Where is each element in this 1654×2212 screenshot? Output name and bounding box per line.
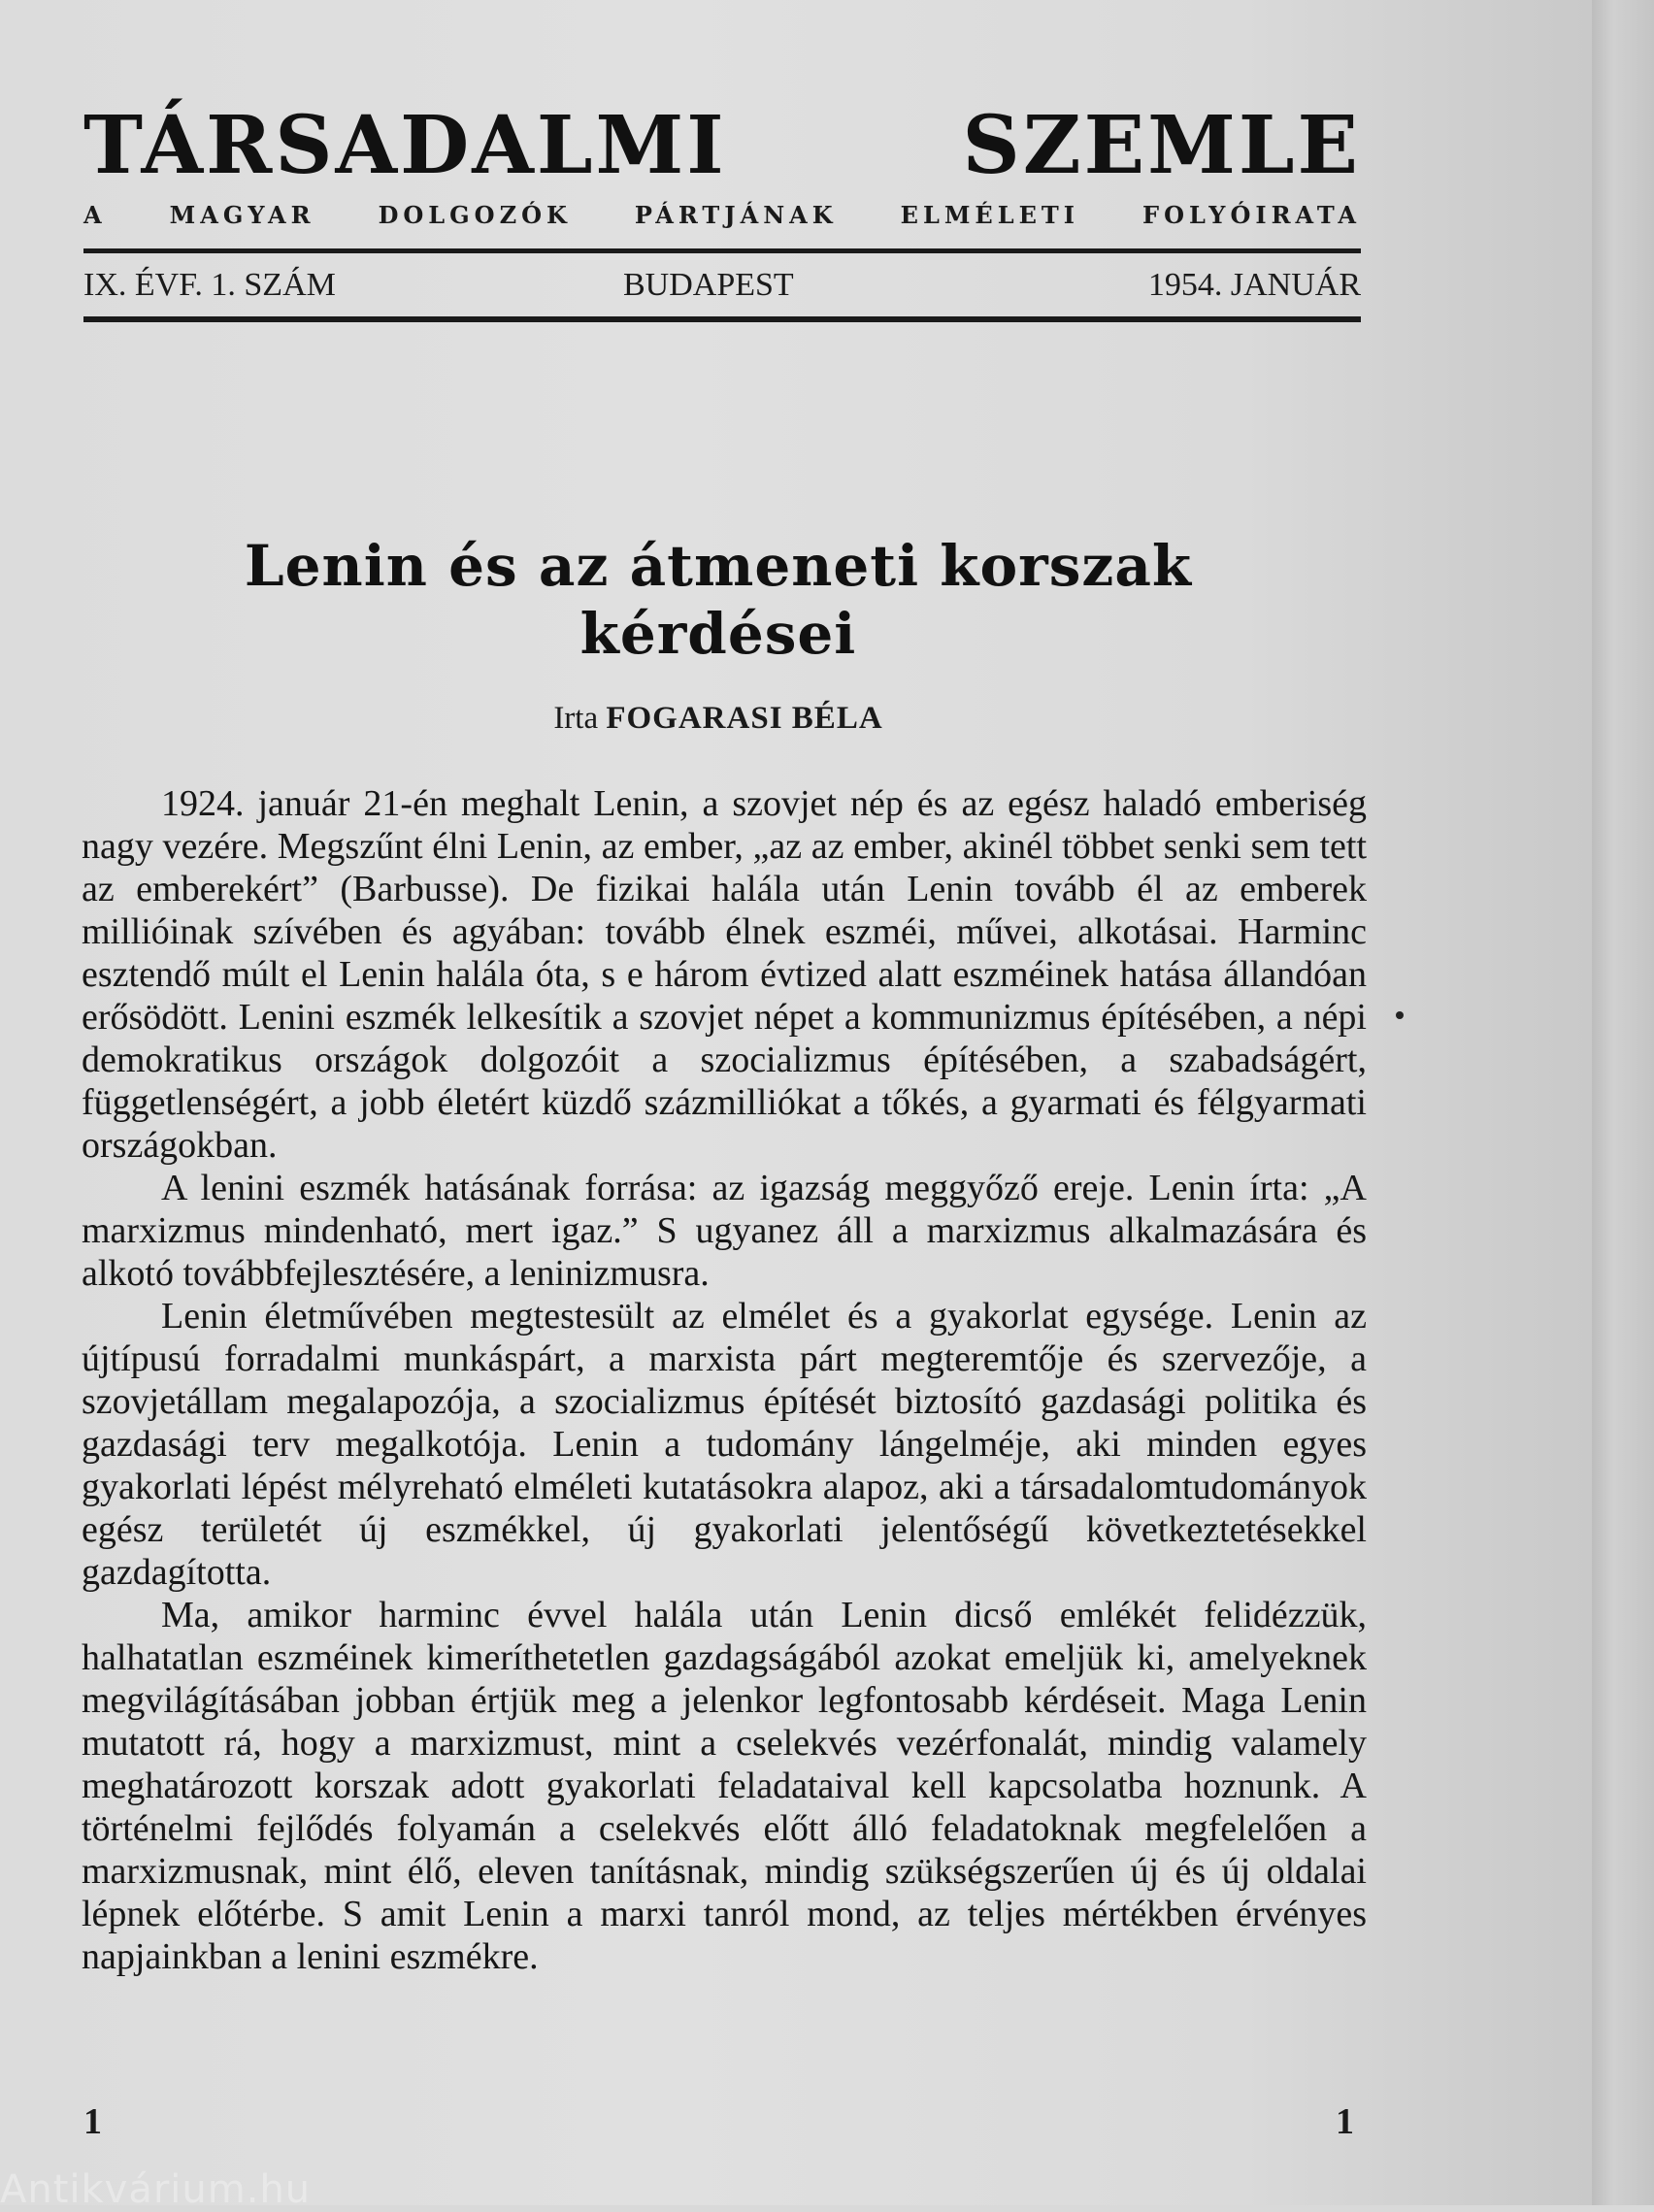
journal-subtitle: A MAGYAR DOLGOZÓK PÁRTJÁNAK ELMÉLETI FOLYÓIRATA: [83, 201, 1361, 229]
journal-title: TÁRSADALMI SZEMLE: [83, 99, 1361, 192]
paragraph: Lenin életművében megtestesült az elmélet és a gyakorlat egysége. Lenin az újtípusú forradalmi munkáspárt, a marxista párt megteremtője és szervezője, a szovjetállam megalapozója, a szocializmus építését biztosító gazdasági politika és gazdasági terv megalkotója. Lenin a tudomány lángelméje, aki minden egyes gyakorlati lépést mélyreható elméleti kutatásokra alapoz, aki a társadalomtudományok egész területét új eszmékkel, új gyakorlati jelentőségű következtetésekkel gazdagította.: [82, 1296, 1367, 1593]
byline-prefix: Irta: [553, 701, 599, 736]
byline: [116, 697, 1320, 740]
page-edge-shadow: [1592, 0, 1654, 2205]
article-title: [116, 532, 1320, 668]
print-speck: [1396, 1011, 1404, 1019]
masthead-rule-bottom: [83, 316, 1361, 322]
author-name: FOGARASI BÉLA: [606, 701, 883, 736]
article-body: [82, 782, 1367, 1978]
folio-left: 1: [83, 2101, 102, 2142]
publication-place: BUDAPEST: [623, 267, 794, 303]
volume-issue: IX. ÉVF. 1. SZÁM: [83, 267, 336, 303]
paragraph: 1924. január 21-én meghalt Lenin, a szovjet nép és az egész haladó emberiség nagy vezére. Megszűnt élni Lenin, az ember, „az az ember, akinél többet senki sem tett az emberekért” (Barbusse). De fizikai halála után Lenin tovább él az emberek millióinak szívében és agyában: tovább élnek eszméi, művei, alkotásai. Harminc esztendő múlt el Lenin halála óta, s e három évtized alatt eszméinek hatása állandóan erősödött. Lenini eszmék lelkesítik a szovjet népet a kommunizmus építésében, a népi demokratikus országok dolgozóit a szocializmus építésében, a szabadságért, függetlenségért, a jobb életért küzdő százmilliókat a tőkés, a gyarmati és félgyarmati országokban.: [82, 783, 1367, 1166]
article-title-line-2: kérdései: [579, 601, 857, 667]
article-title-line-1: Lenin és az átmeneti korszak: [244, 533, 1193, 599]
paragraph: A lenini eszmék hatásának forrása: az igazság meggyőző ereje. Lenin írta: „A marxizmus mindenható, mert igaz.” S ugyanez áll a marxizmus alkalmazására és alkotó továbbfejlesztésére, a leninizmusra.: [82, 1168, 1367, 1294]
watermark: Antikvárium.hu: [0, 2167, 312, 2212]
issue-line: [83, 264, 1361, 307]
issue-date: 1954. JANUÁR: [1147, 267, 1361, 303]
paragraph: Ma, amikor harminc évvel halála után Lenin dicső emlékét felidézzük, halhatatlan eszméinek kimeríthetetlen gazdagságából azokat emeljük ki, amelyeknek megvilágításában jobban értjük meg a jelenkor legfontosabb kérdéseit. Maga Lenin mutatott rá, hogy a marxizmust, mint a cselekvés vezérfonalát, mindig valamely meghatározott korszak adott gyakorlati feladataival kell kapcsolatba hoznunk. A történelmi fejlődés folyamán a cselekvés előtt álló feladatoknak megfelelően a marxizmusnak, mint élő, eleven tanításnak, mindig szükségszerűen új és új oldalai lépnek előtérbe. S amit Lenin a marxi tanról mond, az teljes mértékben érvényes napjainkban a lenini eszmékre.: [82, 1595, 1367, 1977]
masthead-rule-top: [83, 248, 1361, 253]
folio-right: 1: [1336, 2101, 1354, 2142]
